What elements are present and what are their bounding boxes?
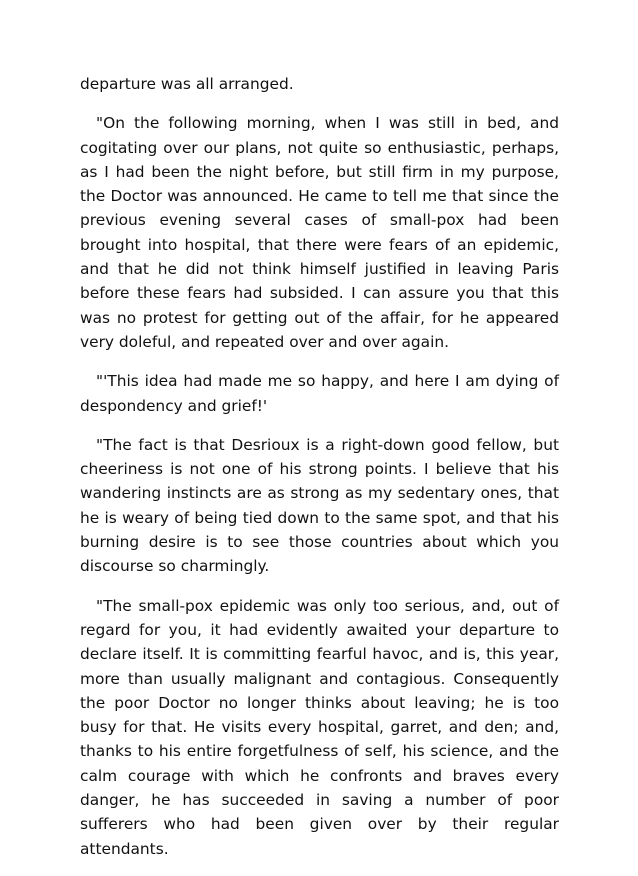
paragraph-quote: "'This idea had made me so happy, and here I am dying of despondency and grief!' [80, 372, 559, 415]
page-text [80, 72, 559, 876]
paragraph-desrioux: "The fact is that Desrioux is a right-down good fellow, but cheeriness is not one of his strong points. I believe that his wandering instincts are as strong as my sedentary ones, that he is weary of being tied down to the same spot, and that his burning desire is to see those countries about which you discourse so charmingly. [80, 435, 559, 576]
paragraph-continuation: departure was all arranged. [80, 75, 294, 93]
paragraph-epidemic: "The small-pox epidemic was only too serious, and, out of regard for you, it had evidently awaited your departure to declare itself. It is committing fearful havoc, and is, this year, more than usually malignant and contagious. Consequently the poor Doctor no longer thinks about leaving; he is too busy for that. He visits every hospital, garret, and den; and, thanks to his entire forgetfulness of self, his science, and the calm courage with which he confronts and braves every danger, he has succeeded in saving a number of poor sufferers who had been given over by their regular attendants. [80, 596, 559, 858]
paragraph-doctor-announced: "On the following morning, when I was still in bed, and cogitating over our plans, not quite so enthusiastic, perhaps, as I had been the night before, but still firm in my purpose, the Doctor was announced. He came to tell me that since the previous evening several cases of small-pox had been brought into hospital, that there were fears of an epidemic, and that he did not think himself justified in leaving Paris before these fears had subsided. I can assure you that this was no protest for getting out of the affair, for he appeared very doleful, and repeated over and over again. [80, 114, 559, 351]
